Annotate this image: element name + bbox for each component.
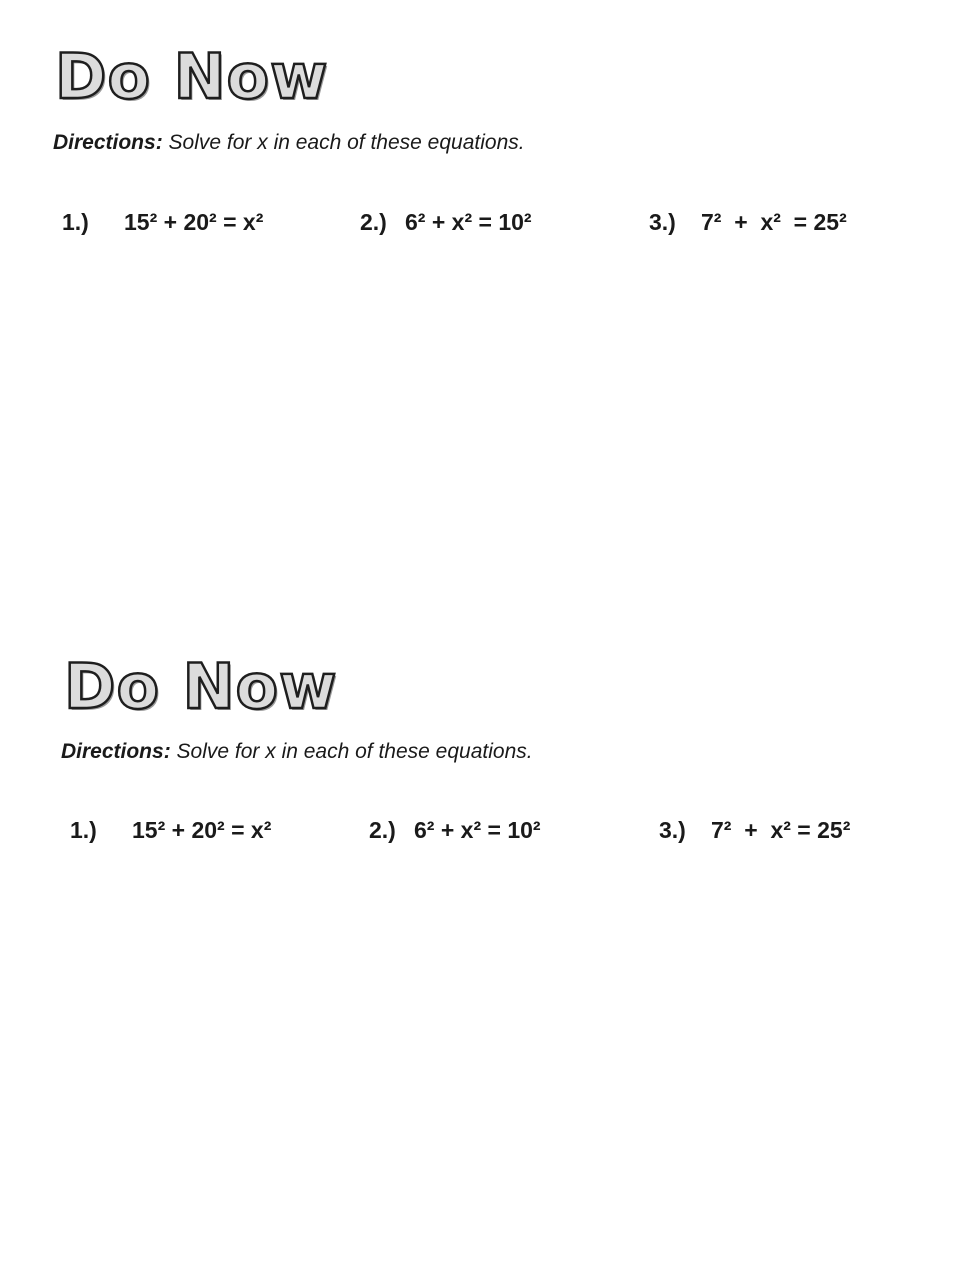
- directions-text: Solve for x in each of these equations.: [170, 740, 533, 763]
- worksheet-title: Do Now: [64, 650, 338, 723]
- problem-1: [70, 817, 271, 844]
- problem-equation: 7² + x² = 25²: [711, 817, 851, 843]
- problem-equation: 6² + x² = 10²: [414, 817, 541, 843]
- directions: [53, 131, 525, 155]
- problem-2: [360, 209, 532, 236]
- problem-3: [659, 817, 850, 844]
- problem-number: 3.): [649, 209, 676, 235]
- problem-1: [62, 209, 263, 236]
- problem-equation: 15² + 20² = x²: [124, 209, 264, 235]
- directions-text: Solve for x in each of these equations.: [162, 131, 525, 154]
- problem-number: 1.): [62, 209, 89, 235]
- problem-number: 2.): [369, 817, 396, 843]
- problem-number: 1.): [70, 817, 97, 843]
- directions-label: Directions:: [61, 740, 171, 763]
- worksheet-title: Do Now: [55, 40, 329, 113]
- problem-3: [649, 209, 847, 236]
- problem-equation: 7² + x² = 25²: [701, 209, 847, 235]
- problem-equation: 15² + 20² = x²: [132, 817, 272, 843]
- problem-number: 3.): [659, 817, 686, 843]
- problem-equation: 6² + x² = 10²: [405, 209, 532, 235]
- directions: [61, 740, 533, 764]
- problem-2: [369, 817, 541, 844]
- directions-label: Directions:: [53, 131, 163, 154]
- problem-number: 2.): [360, 209, 387, 235]
